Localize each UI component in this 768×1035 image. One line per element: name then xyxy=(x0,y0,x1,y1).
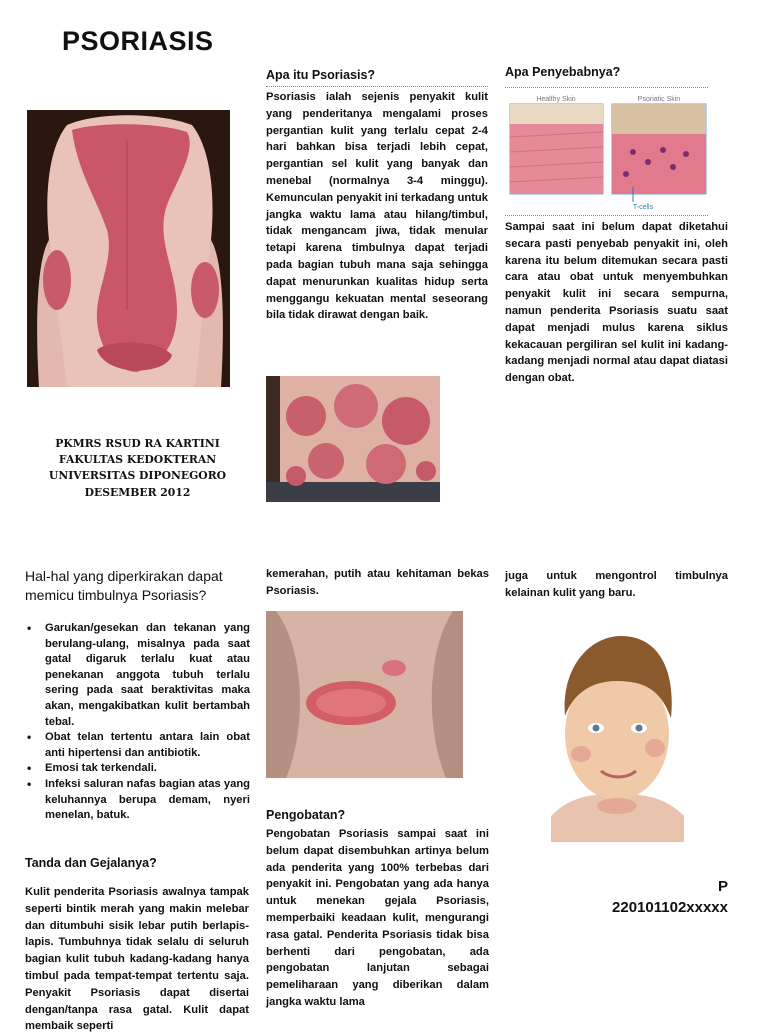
section-cause-body: Sampai saat ini belum dapat diketahui secara pasti penyebab penyakit ini, oleh karena itu belum ditemukan secara pasti cara atau obat untuk menyembuhkan penyakit kulit ini secara sempurna, namun penderita Psoriasis suatu saat dapat menjadi mulus karena siklus kekacauan pergiliran sel kulit ini kadang-kadang menjadi normal atau dapat diatasi dengan obat. xyxy=(505,221,728,385)
footer-letter: P xyxy=(717,878,728,895)
col3-continuation: juga untuk mengontrol timbulnya kelainan kulit yang baru. xyxy=(505,570,728,599)
org-line-1: PKMRS RSUD RA KARTINI xyxy=(55,437,220,450)
section-treatment-heading: Pengobatan? xyxy=(266,808,346,822)
list-item: • Garukan/gesekan dan tekanan yang berulang-ulang, misalnya pada saat gatal digaruk terlalu kuat atau penekanan anggota tubuh terlalu sering pada saat beraktivitas maka akan, mengakibatkan kulit bertambah tebal. xyxy=(45,621,250,730)
section-treatment-body: Pengobatan Psoriasis sampai saat ini belum dapat disembuhkan artinya belum ada penderita yang 100% terbebas dari penyakit ini. Pengobatan yang ada hanya untuk menekan gejala Psoriasis, memperbaiki keadaan kulit, mengurangi rasa gatal. Penderita Psoriasis tidak bisa berhenti dari pengobatan, ada pengobatan lanjutan sebagai pemeliharaan yang diberikan dalam jangka waktu lama xyxy=(266,828,489,1008)
footer-code: 220101102xxxxx xyxy=(612,899,728,916)
list-item: • Emosi tak terkendali. xyxy=(45,761,250,777)
section-what-body: Psoriasis ialah sejenis penyakit kulit yang penderitanya mengalami proses pergantian kulit yang terlalu cepat 2-4 hari bahkan bisa terjadi lebih cepat, pergantian sel kulit yang banyak dan menebal (normalnya 3-4 minggu). Kemunculan penyakit ini terkadang untuk jangka waktu lama atau hilang/timbul, tidak mengancam jiwa, tidak menular tetapi karena timbulnya dapat terjadi pada bagian tubuh mana saja sehingga dapat menurunkan kualitas hidup serta menggangu kekuatan mental seseorang bila tidak dirawat dengan baik. xyxy=(266,91,488,322)
triggers-list xyxy=(25,621,250,824)
diagram-label-healthy: Healthy Skin xyxy=(536,96,576,103)
section-symptoms-heading: Tanda dan Gejalanya? xyxy=(25,856,157,870)
section-triggers-heading: Hal-hal yang diperkirakan dapat memicu timbulnya Psoriasis? xyxy=(25,568,223,603)
list-item: • Infeksi saluran nafas bagian atas yang keluhannya berupa demam, nyeri menelan, batuk. xyxy=(45,777,250,824)
col2-continuation: kemerahan, putih atau kehitaman bekas Psoriasis. xyxy=(266,568,489,597)
section-symptoms-body: Kulit penderita Psoriasis awalnya tampak seperti bintik merah yang makin melebar dan ditumbuhi sisik lebar putih berlapis-lapis. Tumbuhnya tidak selalu di seluruh bagian kulit tubuh kadang-kadang hanya timbul pada tempat-tempat tertentu saja. Penyakit Psoriasis dapat disertai dengan/tanpa rasa gatal. Kulit dapat membaik seperti xyxy=(25,886,249,1033)
knee-psoriasis-photo xyxy=(266,611,463,778)
skin-diagram xyxy=(508,92,708,210)
abdomen-psoriasis-photo xyxy=(266,376,440,502)
org-line-2: FAKULTAS KEDOKTERAN xyxy=(58,453,217,467)
org-line-3: UNIVERSITAS DIPONEGORO xyxy=(48,469,227,483)
child-psoriasis-photo xyxy=(551,636,684,842)
org-line-4: DESEMBER 2012 xyxy=(84,485,191,499)
diagram-divider xyxy=(505,215,708,216)
diagram-label-psoriatic: Psoriatic Skin xyxy=(637,96,681,103)
back-psoriasis-photo xyxy=(27,110,230,387)
page-title: PSORIASIS xyxy=(62,26,214,56)
section-cause-heading: Apa Penyebabnya? xyxy=(505,65,708,88)
section-what-heading: Apa itu Psoriasis? xyxy=(266,68,488,87)
list-item: • Obat telan tertentu antara lain obat anti hipertensi dan antibiotik. xyxy=(45,730,250,761)
diagram-label-tcells: T-cells xyxy=(632,204,654,211)
